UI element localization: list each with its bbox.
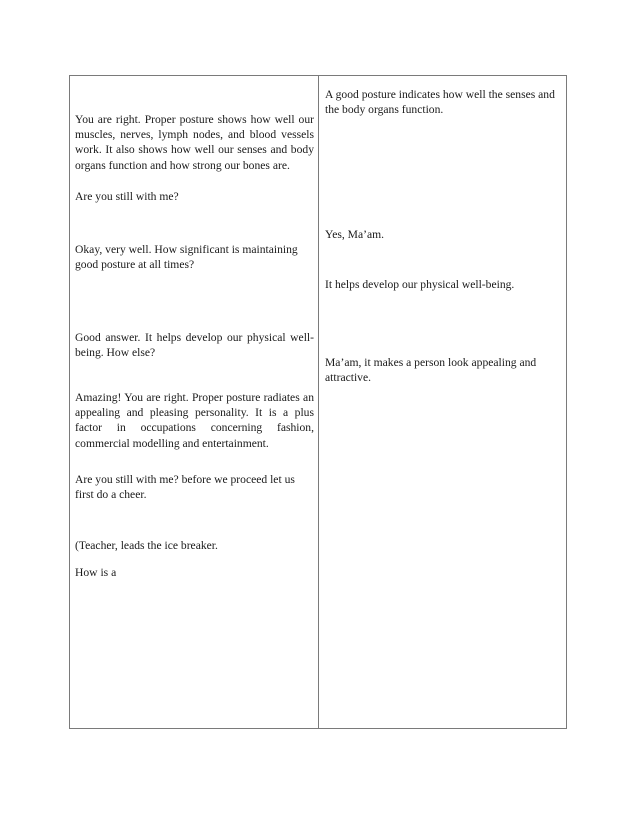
column-divider [318,75,319,729]
student-response-2: Yes, Ma’am. [325,228,385,241]
teacher-paragraph-2: Are you still with me? [75,190,179,203]
teacher-paragraph-1: You are right. Proper posture shows how well our muscles, nerves, lymph nodes, and blood vessels work. It also shows how well our senses and body organs function and how strong our bones are. [75,113,314,172]
teacher-paragraph-8: How is a [75,566,117,579]
teacher-paragraph-7: (Teacher, leads the ice breaker. [75,539,218,552]
teacher-column [75,75,314,729]
teacher-paragraph-3: Okay, very well. How significant is maintaining good posture at all times? [75,243,298,272]
student-response-3: It helps develop our physical well-being. [325,278,515,291]
teacher-paragraph-6: Are you still with me? before we proceed let us first do a cheer. [75,473,295,502]
students-column [325,75,562,729]
teacher-paragraph-5: Amazing! You are right. Proper posture radiates an appealing and pleasing personality. It is a plus factor in occupations concerning fashion, commercial modelling and entertainment. [75,391,314,450]
teacher-paragraph-4: Good answer. It helps develop our physical well-being. How else? [75,331,314,360]
student-response-1: A good posture indicates how well the senses and the body organs function. [325,88,555,117]
student-response-4: Ma’am, it makes a person look appealing and attractive. [325,356,537,385]
